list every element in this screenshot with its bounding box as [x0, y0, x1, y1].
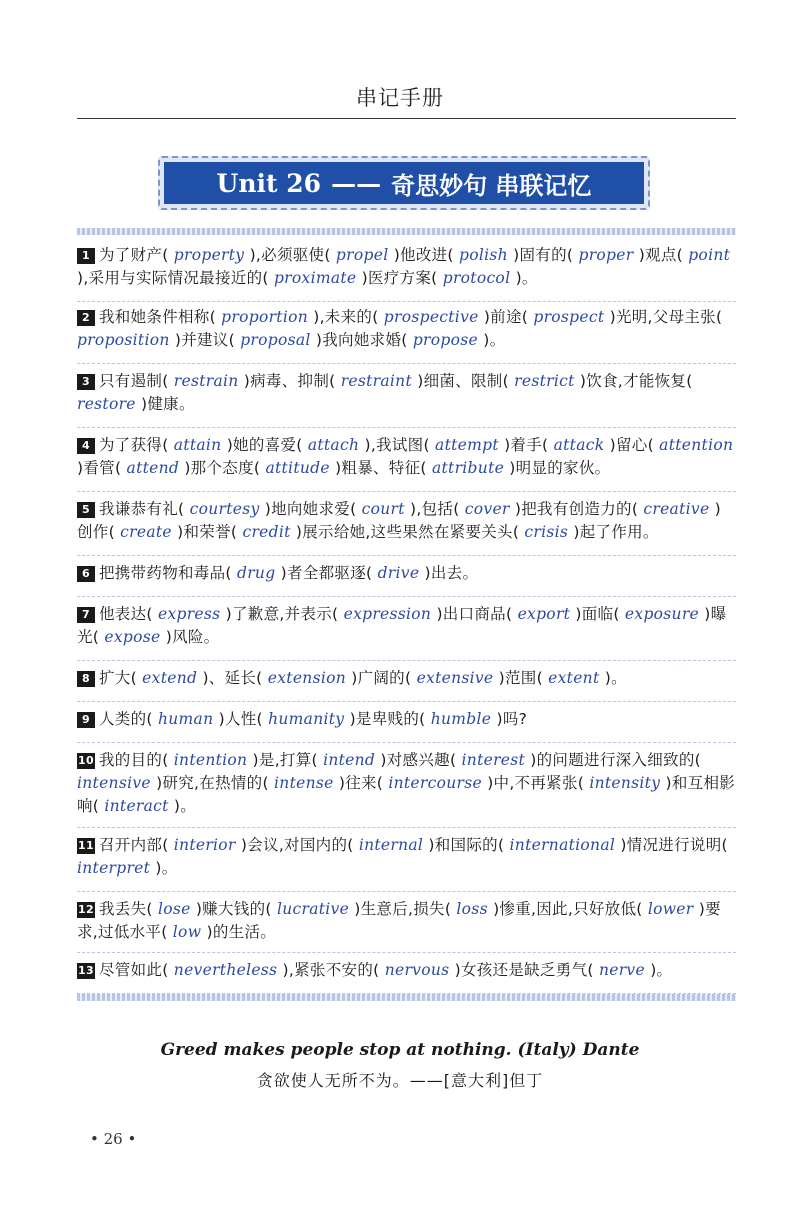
sentence-text: )地向她求爱( [264, 500, 357, 518]
sentence-item [77, 708, 736, 743]
english-word: propel [330, 246, 394, 264]
sentence-text: 召开内部( [99, 836, 169, 854]
sentence-item [77, 834, 736, 892]
sentence-text: )健康。 [141, 395, 195, 413]
sentence-text: )粗暴、特征( [335, 459, 427, 477]
english-word: intensive [77, 774, 157, 792]
sentence-text: )留心( [609, 436, 654, 454]
english-word: expose [99, 628, 166, 646]
sentence-text: )。 [173, 797, 197, 815]
page-header-title: 串记手册 [356, 86, 444, 110]
english-word: loss [451, 900, 494, 918]
sentence-text: )生意后,损失( [354, 900, 452, 918]
sentence-text: ),包括( [410, 500, 460, 518]
sentence-item [77, 370, 736, 428]
english-word: extent [542, 669, 605, 687]
english-word: proportion [215, 308, 314, 326]
english-word: intercourse [383, 774, 488, 792]
english-word: interior [168, 836, 241, 854]
english-word: restrain [168, 372, 244, 390]
sentence-text: )。 [483, 331, 506, 349]
sentence-text: )风险。 [165, 628, 220, 646]
sentence-text: 尽管如此( [99, 961, 169, 979]
english-word: expression [338, 605, 437, 623]
sentence-item [77, 498, 736, 556]
sentence-text: )吗? [496, 710, 528, 728]
english-word: internal [353, 836, 429, 854]
sentence-text: )人性( [218, 710, 263, 728]
unit-dash: —— [331, 168, 382, 198]
sentence-text: ),采用与实际情况最接近的( [77, 269, 269, 287]
english-word: exposure [619, 605, 705, 623]
sentence-text: 把携带药物和毒品( [99, 564, 232, 582]
quote-english: Greed makes people stop at nothing. (Italy) Dante [160, 1040, 640, 1060]
sentence-text: )中,不再紧张( [487, 774, 585, 792]
english-word: extend [136, 669, 203, 687]
sentence-text: )范围( [498, 669, 543, 687]
english-word: humanity [262, 710, 350, 728]
english-word: extensive [411, 669, 499, 687]
english-word: restrict [508, 372, 580, 390]
sentence-text: )面临( [575, 605, 620, 623]
sentence-text: )的生活。 [206, 923, 277, 941]
sentence-text: ),紧张不安的( [282, 961, 380, 979]
sentence-text: )和荣誉( [177, 523, 238, 541]
sentence-text: )光明,父母主张( [609, 308, 723, 326]
english-word: interest [456, 751, 531, 769]
item-number-badge: 10 [78, 754, 94, 767]
english-word: propose [407, 331, 484, 349]
english-word: prospect [528, 308, 610, 326]
sentence-text: )曝光( [77, 605, 727, 646]
sentence-text: 我谦恭有礼( [99, 500, 185, 518]
sentence-text: )固有的( [513, 246, 574, 264]
english-word: creative [638, 500, 715, 518]
sentence-text: )了歉意,并表示( [225, 605, 339, 623]
sentence-text: )饮食,才能恢复( [579, 372, 693, 390]
sentence-text: )广阔的( [351, 669, 412, 687]
sentence-text: )我向她求婚( [315, 331, 408, 349]
english-word: lose [152, 900, 196, 918]
english-word: attain [168, 436, 227, 454]
english-word: polish [453, 246, 514, 264]
sentence-text: )。 [155, 859, 178, 877]
sentence-text: )是卑贱的( [349, 710, 426, 728]
english-word: drug [231, 564, 281, 582]
sentence-text: )出去。 [424, 564, 479, 582]
sentence-item [77, 244, 736, 302]
sentence-text: )往来( [338, 774, 384, 792]
sentence-item [77, 959, 736, 994]
sentence-text: 我的目的( [99, 751, 169, 769]
english-word: interact [99, 797, 174, 815]
sentence-text: )会议,对国内的( [240, 836, 354, 854]
item-number-badge: 8 [77, 671, 95, 687]
sentence-text: 我和她条件相称( [99, 308, 216, 326]
header-rule [77, 118, 736, 119]
sentence-text: )观点( [638, 246, 683, 264]
english-word: protocol [437, 269, 516, 287]
sentence-text: ),我试图( [364, 436, 430, 454]
english-word: low [167, 923, 207, 941]
sentence-text: )。 [515, 269, 538, 287]
page-number: • 26 • [90, 1130, 137, 1148]
item-number-badge: 2 [77, 310, 95, 326]
english-word: proposal [234, 331, 316, 349]
english-word: credit [237, 523, 296, 541]
sentence-text: )并建议( [174, 331, 235, 349]
item-number-badge: 3 [77, 374, 95, 390]
item-number-badge: 5 [77, 502, 95, 518]
item-number-badge: 11 [78, 839, 94, 852]
english-word: interpret [77, 859, 156, 877]
sentence-text: 我丢失( [99, 900, 153, 918]
english-word: restraint [335, 372, 418, 390]
sentence-text: 为了获得( [99, 436, 169, 454]
sentence-text: )明显的家伙。 [509, 459, 611, 477]
sentence-text: )他改进( [393, 246, 454, 264]
sentence-item [77, 562, 736, 597]
english-word: intense [268, 774, 339, 792]
english-word: nerve [593, 961, 651, 979]
english-word: human [152, 710, 219, 728]
sentence-text: )和互相影响( [77, 774, 736, 815]
english-word: cover [459, 500, 515, 518]
sentence-text: )。 [650, 961, 673, 979]
sentence-text: )要求,过低水平( [77, 900, 721, 941]
english-word: extension [262, 669, 352, 687]
sentence-text: )细菌、限制( [417, 372, 509, 390]
english-word: attribute [426, 459, 510, 477]
sentence-text: )创作( [77, 500, 722, 541]
sentence-text: )情况进行说明( [620, 836, 728, 854]
sentence-text: 他表达( [99, 605, 153, 623]
top-divider-band [77, 228, 736, 235]
sentence-text: )、延长( [202, 669, 263, 687]
english-word: proposition [77, 331, 175, 349]
unit-banner [158, 156, 650, 210]
english-word: lower [642, 900, 699, 918]
english-word: express [152, 605, 226, 623]
english-word: international [504, 836, 621, 854]
sentence-text: ),未来的( [313, 308, 379, 326]
sentence-text: )前途( [483, 308, 529, 326]
english-word: attack [548, 436, 610, 454]
sentence-text: )起了作用。 [573, 523, 659, 541]
sentence-text: 扩大( [99, 669, 137, 687]
item-number-badge: 6 [77, 566, 95, 582]
sentence-item [77, 434, 736, 492]
english-word: restore [77, 395, 142, 413]
english-word: nevertheless [168, 961, 283, 979]
sentence-text: )女孩还是缺乏勇气( [454, 961, 594, 979]
sentence-text: )者全都驱逐( [280, 564, 373, 582]
sentence-text: )对感兴趣( [380, 751, 457, 769]
sentence-text: )的问题进行深入细致的( [530, 751, 701, 769]
sentence-text: )出口商品( [436, 605, 513, 623]
unit-banner-inner [164, 162, 644, 204]
english-word: intention [168, 751, 253, 769]
unit-title: 奇思妙句 串联记忆 [391, 171, 592, 200]
item-number-badge: 13 [78, 964, 94, 977]
english-word: prospective [378, 308, 484, 326]
english-word: export [512, 605, 576, 623]
sentence-text: )和国际的( [428, 836, 505, 854]
item-number-badge: 1 [77, 248, 95, 264]
sentence-text: )看管( [77, 459, 122, 477]
sentence-item [77, 749, 736, 828]
english-word: attempt [429, 436, 505, 454]
sentence-item [77, 667, 736, 702]
sentence-item [77, 306, 736, 364]
sentence-text: 为了财产( [99, 246, 169, 264]
english-word: point [682, 246, 731, 264]
sentence-item [77, 898, 736, 953]
sentence-text: )惨重,因此,只好放低( [493, 900, 643, 918]
english-word: property [168, 246, 250, 264]
bottom-divider-band [77, 994, 736, 1001]
quote-chinese: 贪欲使人无所不为。——[意大利]但丁 [256, 1071, 544, 1090]
english-word: nervous [379, 961, 455, 979]
english-word: drive [372, 564, 425, 582]
english-word: crisis [519, 523, 574, 541]
sentence-text: )赚大钱的( [195, 900, 272, 918]
sentence-text: 人类的( [99, 710, 153, 728]
english-word: intend [317, 751, 381, 769]
english-word: proximate [268, 269, 362, 287]
sentence-text: )。 [604, 669, 627, 687]
english-word: courtesy [184, 500, 265, 518]
english-word: lucrative [271, 900, 355, 918]
item-number-badge: 9 [77, 712, 95, 728]
english-word: attitude [260, 459, 336, 477]
unit-label: Unit 26 [216, 168, 322, 198]
english-word: court [356, 500, 411, 518]
item-number-badge: 7 [77, 607, 95, 623]
sentence-text: )是,打算( [252, 751, 318, 769]
sentence-text: )研究,在热情的( [156, 774, 269, 792]
sentence-text: )病毒、抑制( [243, 372, 336, 390]
sentence-text: 只有遏制( [99, 372, 169, 390]
sentence-text: )着手( [504, 436, 549, 454]
english-word: humble [425, 710, 497, 728]
sentence-text: )把我有创造力的( [514, 500, 639, 518]
english-word: attend [121, 459, 185, 477]
sentence-text: )那个态度( [184, 459, 261, 477]
item-number-badge: 12 [78, 903, 94, 916]
english-word: attach [302, 436, 365, 454]
sentence-item [77, 603, 736, 661]
item-number-badge: 4 [77, 438, 95, 454]
sentence-text: )她的喜爱( [226, 436, 303, 454]
english-word: create [114, 523, 178, 541]
english-word: proper [573, 246, 639, 264]
sentence-text: )展示给她,这些果然在紧要关头( [295, 523, 520, 541]
sentence-text: )医疗方案( [361, 269, 438, 287]
english-word: intensity [584, 774, 666, 792]
english-word: attention [653, 436, 734, 454]
sentence-text: ),必须驱使( [249, 246, 331, 264]
